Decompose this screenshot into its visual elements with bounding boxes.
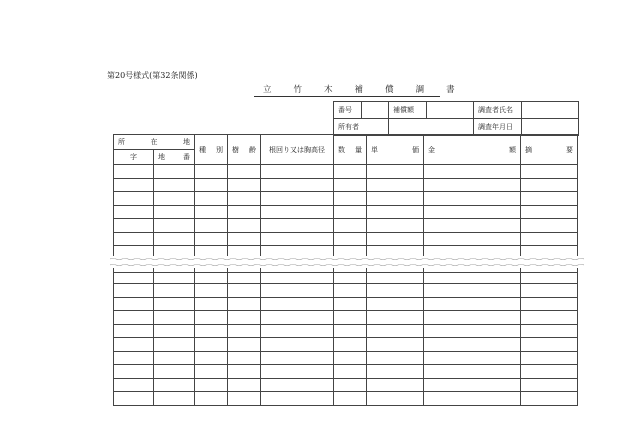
table-cell[interactable] xyxy=(334,297,367,311)
table-cell[interactable] xyxy=(154,232,195,246)
table-cell[interactable] xyxy=(367,178,424,192)
table-cell[interactable] xyxy=(521,324,578,338)
table-cell[interactable] xyxy=(228,365,261,379)
table-cell[interactable] xyxy=(228,392,261,406)
table-cell[interactable] xyxy=(367,232,424,246)
table-cell[interactable] xyxy=(334,324,367,338)
table-cell[interactable] xyxy=(195,205,228,219)
table-cell[interactable] xyxy=(261,284,334,298)
table-cell[interactable] xyxy=(228,338,261,352)
table-cell[interactable] xyxy=(424,297,521,311)
table-cell[interactable] xyxy=(521,165,578,179)
table-cell[interactable] xyxy=(261,273,334,284)
table-cell[interactable] xyxy=(195,392,228,406)
table-cell[interactable] xyxy=(154,165,195,179)
table-cell[interactable] xyxy=(195,324,228,338)
table-cell[interactable] xyxy=(424,324,521,338)
table-cell[interactable] xyxy=(228,311,261,325)
table-cell[interactable] xyxy=(367,311,424,325)
table-cell[interactable] xyxy=(261,378,334,392)
table-cell[interactable] xyxy=(114,365,154,379)
table-cell[interactable] xyxy=(154,378,195,392)
table-cell[interactable] xyxy=(261,232,334,246)
table-cell[interactable] xyxy=(521,219,578,233)
table-cell[interactable] xyxy=(521,284,578,298)
table-cell[interactable] xyxy=(195,284,228,298)
title-char: 立 xyxy=(263,85,276,95)
table-row xyxy=(114,273,578,284)
table-cell[interactable] xyxy=(334,219,367,233)
table-row xyxy=(114,378,578,392)
table-row xyxy=(114,232,578,246)
table-cell[interactable] xyxy=(424,205,521,219)
table-cell[interactable] xyxy=(367,338,424,352)
omission-break xyxy=(110,256,584,268)
table-cell[interactable] xyxy=(195,351,228,365)
location-header xyxy=(114,135,195,150)
table-cell[interactable] xyxy=(114,392,154,406)
table-row xyxy=(114,324,578,338)
table-cell[interactable] xyxy=(228,219,261,233)
table-cell[interactable] xyxy=(261,338,334,352)
table-cell[interactable] xyxy=(195,219,228,233)
table-cell[interactable] xyxy=(367,351,424,365)
table-cell[interactable] xyxy=(334,284,367,298)
table-cell[interactable] xyxy=(424,338,521,352)
table-cell[interactable] xyxy=(521,392,578,406)
table-cell[interactable] xyxy=(261,219,334,233)
table-cell[interactable] xyxy=(261,311,334,325)
location-header-char: 在 xyxy=(150,138,158,146)
table-row xyxy=(114,311,578,325)
location-header-char: 所 xyxy=(118,138,125,146)
table-cell[interactable] xyxy=(521,273,578,284)
kind-header-char: 種 xyxy=(199,145,206,154)
table-cell[interactable] xyxy=(228,232,261,246)
investigator-field[interactable] xyxy=(522,102,579,119)
kind-header xyxy=(195,135,228,165)
table-cell[interactable] xyxy=(114,178,154,192)
table-cell[interactable] xyxy=(195,311,228,325)
remarks-header xyxy=(521,135,578,165)
unit-price-header-char: 単 xyxy=(371,145,378,154)
table-cell[interactable] xyxy=(114,284,154,298)
table-cell[interactable] xyxy=(114,219,154,233)
table-cell[interactable] xyxy=(154,338,195,352)
table-row xyxy=(114,351,578,365)
table-row xyxy=(114,338,578,352)
table-cell[interactable] xyxy=(367,165,424,179)
table-cell[interactable] xyxy=(367,324,424,338)
remarks-header-char: 摘 xyxy=(525,145,532,154)
table-cell[interactable] xyxy=(367,378,424,392)
quantity-header-char: 量 xyxy=(355,145,362,154)
table-cell[interactable] xyxy=(521,232,578,246)
table-cell[interactable] xyxy=(334,178,367,192)
table-cell[interactable] xyxy=(261,324,334,338)
table-cell[interactable] xyxy=(521,297,578,311)
table-cell[interactable] xyxy=(424,273,521,284)
location-header-char: 地 xyxy=(183,138,190,146)
unit-price-header xyxy=(367,135,424,165)
table-cell[interactable] xyxy=(334,192,367,206)
timber-table xyxy=(113,134,578,406)
title-char: 竹 xyxy=(293,85,307,95)
chiban-header xyxy=(154,150,195,165)
table-cell[interactable] xyxy=(334,378,367,392)
chiban-header-char: 地 xyxy=(158,153,165,161)
table-cell[interactable] xyxy=(228,273,261,284)
table-cell[interactable] xyxy=(195,297,228,311)
table-cell[interactable] xyxy=(154,365,195,379)
table-cell[interactable] xyxy=(114,205,154,219)
number-field[interactable] xyxy=(362,102,389,119)
table-cell[interactable] xyxy=(521,311,578,325)
table-cell[interactable] xyxy=(424,219,521,233)
table-cell[interactable] xyxy=(424,311,521,325)
aza-header: 字 xyxy=(114,150,154,165)
compensation-field[interactable] xyxy=(427,102,474,119)
table-cell[interactable] xyxy=(424,392,521,406)
table-cell[interactable] xyxy=(195,365,228,379)
header-info-box xyxy=(333,101,579,136)
table-cell[interactable] xyxy=(114,338,154,352)
table-cell[interactable] xyxy=(424,378,521,392)
table-cell[interactable] xyxy=(334,311,367,325)
table-cell[interactable] xyxy=(367,365,424,379)
table-cell[interactable] xyxy=(195,273,228,284)
form-number: 第20号様式(第32条関係) xyxy=(107,71,198,80)
table-cell[interactable] xyxy=(424,351,521,365)
table-cell[interactable] xyxy=(154,284,195,298)
table-cell[interactable] xyxy=(261,192,334,206)
table-row xyxy=(114,392,578,406)
age-header xyxy=(228,135,261,165)
title-char: 償 xyxy=(385,85,398,95)
table-cell[interactable] xyxy=(114,232,154,246)
table-cell[interactable] xyxy=(114,378,154,392)
table-cell[interactable] xyxy=(154,351,195,365)
table-cell[interactable] xyxy=(424,178,521,192)
table-cell[interactable] xyxy=(334,351,367,365)
table-cell[interactable] xyxy=(261,165,334,179)
table-cell[interactable] xyxy=(334,365,367,379)
table-cell[interactable] xyxy=(228,165,261,179)
table-cell[interactable] xyxy=(261,178,334,192)
age-header-char: 樹 xyxy=(232,145,239,154)
title-char: 木 xyxy=(324,85,337,95)
table-cell[interactable] xyxy=(228,351,261,365)
survey-date-label: 調査年月日 xyxy=(474,119,522,136)
table-row xyxy=(114,284,578,298)
number-label: 番号 xyxy=(334,102,362,119)
table-cell[interactable] xyxy=(228,192,261,206)
table-cell[interactable] xyxy=(521,365,578,379)
table-cell[interactable] xyxy=(114,351,154,365)
table-cell[interactable] xyxy=(424,165,521,179)
table-row xyxy=(114,192,578,206)
table-cell[interactable] xyxy=(195,232,228,246)
table-cell[interactable] xyxy=(228,297,261,311)
table-cell[interactable] xyxy=(424,192,521,206)
table-cell[interactable] xyxy=(367,392,424,406)
table-cell[interactable] xyxy=(334,392,367,406)
amount-header-char: 額 xyxy=(509,145,516,154)
table-cell[interactable] xyxy=(367,192,424,206)
table-cell[interactable] xyxy=(154,192,195,206)
table-cell[interactable] xyxy=(195,338,228,352)
table-cell[interactable] xyxy=(154,205,195,219)
survey-date-field[interactable] xyxy=(522,119,579,136)
table-cell[interactable] xyxy=(521,192,578,206)
unit-price-header-char: 価 xyxy=(412,145,419,154)
quantity-header-char: 数 xyxy=(338,145,345,154)
remarks-header-char: 要 xyxy=(566,145,573,154)
table-row xyxy=(114,165,578,179)
quantity-header xyxy=(334,135,367,165)
table-cell[interactable] xyxy=(521,178,578,192)
table-cell[interactable] xyxy=(261,351,334,365)
table-cell[interactable] xyxy=(114,273,154,284)
compensation-label: 補償額 xyxy=(389,102,427,119)
table-cell[interactable] xyxy=(521,351,578,365)
document-title xyxy=(254,83,459,97)
table-cell[interactable] xyxy=(521,378,578,392)
title-char: 書 xyxy=(446,85,459,95)
table-cell[interactable] xyxy=(195,378,228,392)
table-cell[interactable] xyxy=(154,311,195,325)
owner-field[interactable] xyxy=(389,119,474,136)
amount-header-char: 金 xyxy=(428,145,435,154)
table-cell[interactable] xyxy=(195,165,228,179)
owner-label: 所有者 xyxy=(334,119,389,136)
table-cell[interactable] xyxy=(261,297,334,311)
table-cell[interactable] xyxy=(334,273,367,284)
table-row xyxy=(114,219,578,233)
table-cell[interactable] xyxy=(261,392,334,406)
table-cell[interactable] xyxy=(114,297,154,311)
table-cell[interactable] xyxy=(261,205,334,219)
title-char: 調 xyxy=(415,85,429,95)
table-cell[interactable] xyxy=(228,205,261,219)
table-cell[interactable] xyxy=(195,192,228,206)
table-cell[interactable] xyxy=(154,392,195,406)
table-row xyxy=(114,205,578,219)
chiban-header-char: 番 xyxy=(183,153,190,161)
table-cell[interactable] xyxy=(261,365,334,379)
table-cell[interactable] xyxy=(367,297,424,311)
table-cell[interactable] xyxy=(334,205,367,219)
table-cell[interactable] xyxy=(154,297,195,311)
table-cell[interactable] xyxy=(154,219,195,233)
kind-header-char: 別 xyxy=(216,145,223,154)
table-cell[interactable] xyxy=(367,284,424,298)
table-cell[interactable] xyxy=(228,178,261,192)
table-cell[interactable] xyxy=(154,273,195,284)
table-cell[interactable] xyxy=(334,165,367,179)
table-cell[interactable] xyxy=(114,311,154,325)
table-cell[interactable] xyxy=(521,205,578,219)
table-cell[interactable] xyxy=(114,192,154,206)
table-cell[interactable] xyxy=(367,273,424,284)
table-cell[interactable] xyxy=(334,338,367,352)
table-cell[interactable] xyxy=(195,178,228,192)
investigator-label: 調査者氏名 xyxy=(474,102,522,119)
table-row xyxy=(114,365,578,379)
table-cell[interactable] xyxy=(424,232,521,246)
table-cell[interactable] xyxy=(154,178,195,192)
table-cell[interactable] xyxy=(228,378,261,392)
table-row xyxy=(114,297,578,311)
table-cell[interactable] xyxy=(114,165,154,179)
table-cell[interactable] xyxy=(154,324,195,338)
table-cell[interactable] xyxy=(228,324,261,338)
table-cell[interactable] xyxy=(521,338,578,352)
table-cell[interactable] xyxy=(424,365,521,379)
girth-header: 根回り又は胸高径 xyxy=(261,135,334,165)
table-cell[interactable] xyxy=(367,205,424,219)
table-cell[interactable] xyxy=(424,284,521,298)
amount-header xyxy=(424,135,521,165)
table-row xyxy=(114,178,578,192)
table-cell[interactable] xyxy=(228,284,261,298)
table-cell[interactable] xyxy=(114,324,154,338)
age-header-char: 齢 xyxy=(249,145,256,154)
title-char: 補 xyxy=(354,85,368,95)
table-cell[interactable] xyxy=(334,232,367,246)
table-cell[interactable] xyxy=(367,219,424,233)
